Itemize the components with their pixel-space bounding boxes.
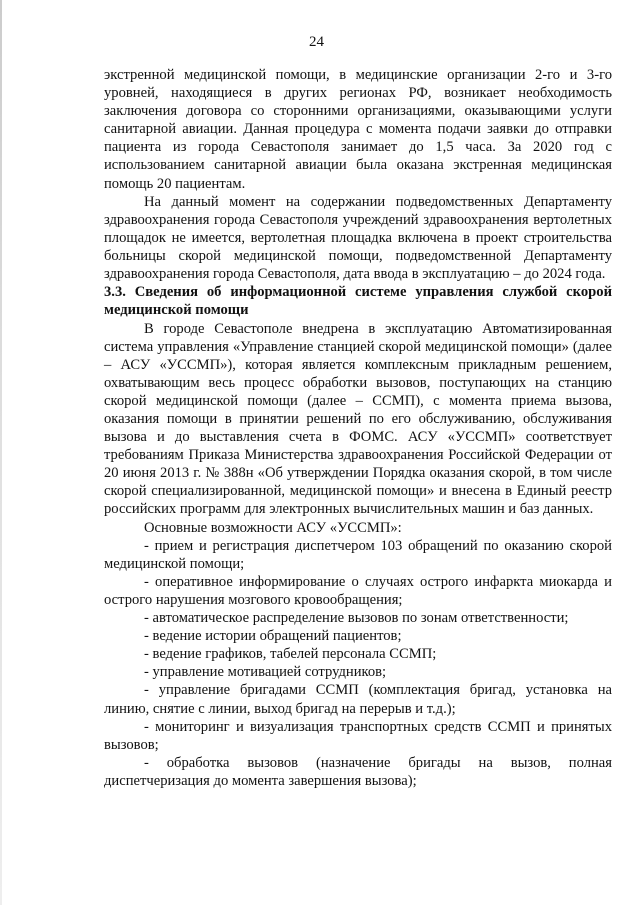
list-item: - обработка вызовов (назначение бригады на вызов, полная диспетчеризация до момента завершения вызова); (104, 754, 612, 789)
list-item: - мониторинг и визуализация транспортных средств ССМП и принятых вызовов; (104, 718, 612, 753)
document-body (104, 66, 612, 790)
paragraph-continuation: экстренной медицинской помощи, в медицинские организации 2-го и 3-го уровней, находящиеся в других регионах РФ, возникает необходимость заключения договора со сторонними организациями, оказывающими услуги санитарной авиации. Данная процедура с момента подачи заявки до отправки пациента из города Севастополя занимает до 1,5 часа. За 2020 год с использованием санитарной авиации была оказана экстренная медицинская помощь 20 пациентам. (104, 67, 612, 192)
paragraph-capabilities-lead: Основные возможности АСУ «УССМП»: (144, 519, 402, 536)
list-item: - автоматическое распределение вызовов по зонам ответственности; (144, 610, 569, 627)
list-item: - управление бригадами ССМП (комплектация бригад, установка на линию, снятие с линии, выход бригад на перерыв и т.д.); (104, 682, 612, 717)
paragraph-asu-intro: В городе Севастополе внедрена в эксплуатацию Автоматизированная система управления «Управление станцией скорой медицинской помощи» (далее – АСУ «УССМП»), которая является комплексным прикладным решением, охватывающим весь процесс обработки вызовов, поступающих на станцию скорой медицинской помощи (далее – ССМП), с момента приема вызова, оказания помощи в принятии решений по его обслуживанию, обслуживания вызова и до выставления счета в ФОМС. АСУ «УССМП» соответствует требованиям Приказа Министерства здравоохранения Российской Федерации от 20 июня 2013 г. № 388н «Об утверждении Порядка оказания скорой, в том числе скорой специализированной, медицинской помощи» и внесена в Единый реестр российских программ для электронных вычислительных машин и баз данных. (104, 320, 612, 518)
scan-edge-shadow (0, 0, 2, 905)
paragraph-helipads: На данный момент на содержании подведомственных Департаменту здравоохранения города Севастополя учреждений здравоохранения вертолетных площадок не имеется, вертолетная площадка включена в проект строительства больницы скорой медицинской помощи, подведомственной Департаменту здравоохранения города Севастополя, дата ввода в эксплуатацию – до 2024 года. (104, 193, 612, 283)
section-heading: 3.3. Сведения об информационной системе управления службой скорой медицинской помощи (104, 284, 612, 319)
list-item: - управление мотивацией сотрудников; (144, 664, 387, 681)
page-number: 24 (309, 34, 324, 50)
list-item: - ведение истории обращений пациентов; (144, 628, 402, 645)
list-item: - оперативное информирование о случаях острого инфаркта миокарда и острого нарушения мозгового кровообращения; (104, 573, 612, 608)
list-item: - ведение графиков, табелей персонала ССМП; (144, 646, 437, 663)
capabilities-list (104, 537, 612, 790)
list-item: - прием и регистрация диспетчером 103 обращений по оказанию скорой медицинской помощи; (104, 537, 612, 572)
